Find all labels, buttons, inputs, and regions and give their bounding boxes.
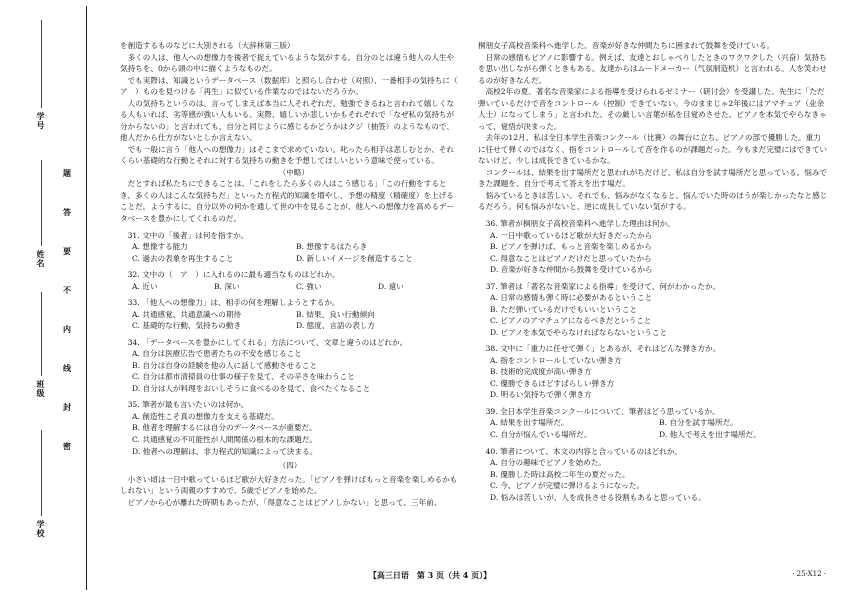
passage-paragraph: コンクールは、結果を出す場所だと思われがちだけど、私は自分を試す場所だと思っている。悩みできた課題を、自分で考えて答えを出す場だ。 <box>478 167 828 189</box>
question-37 <box>478 281 828 339</box>
option: B. 他者を理解するには自分のデータベースが重要だ。 <box>132 423 317 433</box>
seal-char: 题 <box>63 168 71 178</box>
question-stem: 34. 「データベースを豊かにしてくれる」方法について、文章と違うのはどれか。 <box>127 337 408 347</box>
option: A. 共通感覚、共通意識への期待 <box>132 309 242 319</box>
passage-paragraph: 多くの人は、他人への想像力を後者で捉えているような気がする。自分のとは違う他人の人生や気持ちを、0から頭の中に描くようなものだ。 <box>120 52 455 74</box>
question-35 <box>120 399 460 457</box>
question-stem: 33. 「他人への想像力」は、相手の何を理解しようとするか。 <box>127 298 340 308</box>
name-line <box>41 160 42 246</box>
option: A. 一日中歌っているほど歌が大好きだったから <box>490 230 653 240</box>
question-stem: 38. 文中に「重力に任せて弾く」とあるが、それはどんな弾き方か。 <box>485 344 721 354</box>
option: A. 自分の趣味でピアノを始めた。 <box>490 458 607 468</box>
option: B. 自分は自身の経験を他の人に話して感動させること <box>132 360 318 370</box>
school-line <box>41 430 42 516</box>
option: B. 結果、良い行動傾向 <box>296 309 375 319</box>
option: B. 技術的完成度が高い弾き方 <box>490 367 592 377</box>
seal-char: 要 <box>63 246 71 256</box>
seal-char: 线 <box>63 363 71 373</box>
question-stem: 37. 筆者は「著名な音楽家による指導」を受けて、何がわかったか。 <box>485 281 721 291</box>
option: A. 創造性こそ真の想像力を支える基礎だ。 <box>132 411 279 421</box>
exam-code: · 25-X12 · <box>792 570 826 578</box>
class-label: 班级 <box>36 380 46 398</box>
school-label: 学校 <box>36 520 46 538</box>
option: C. 強い <box>296 281 322 291</box>
question-stem: 35. 筆者が最も言いたいのは何か。 <box>127 400 249 410</box>
question-33 <box>120 297 460 332</box>
seal-char: 内 <box>63 324 71 334</box>
option: A. 指をコントロールしていない弾き方 <box>490 355 622 365</box>
question-stem: 32. 文中の（ ア ）に入れるのに最も適当なものはどれか。 <box>127 270 340 280</box>
student-id-line <box>41 20 42 108</box>
option: B. 深い <box>214 281 240 291</box>
option: C. 過去の表象を再生すること <box>132 253 234 263</box>
option: A. 結果を出す場所だ。 <box>490 418 569 428</box>
student-id-label: 学号 <box>36 112 46 130</box>
question-31 <box>120 230 460 265</box>
option: C. 今、ピアノが完璧に弾けるようになった。 <box>490 481 645 491</box>
passage-paragraph: 日常の感情もピアノに影響する。例えば、友達とおしゃべりしたときのワクワクした（兴奋）気持ちを思い出しながら弾くときもある。友達からはムードメーカー（气氛制造机）と言われる。人を笑わせるのが好きなんだ。 <box>478 52 827 85</box>
option: D. ピアノを本気でやらなければならないということ <box>490 327 668 337</box>
option: D. 他者への理解は、非力程式的知識によって決まる。 <box>132 446 318 456</box>
option: B. ただ弾いているだけでもいいということ <box>490 304 638 314</box>
question-stem: 39. 全日本学生音楽コンクールについて、筆者はどう思っているか。 <box>485 406 720 416</box>
question-32 <box>120 269 460 292</box>
option: C. 得意なことはピアノだけだと思っていたから <box>490 253 652 263</box>
passage-paragraph: 高校2年の夏、著名な音楽家による指導を受けられるゼミナー（研讨会）を受講した。先生に「ただ弾いているだけで音をコントロール（控制）できていない。今のままじゃ2年後にはアマチュア（业余人士）になってしまう」と言われた。その厳しい言葉が私を目覚めさせた。ピアノを本気でやらなきゃって、覚悟が決まった。 <box>478 87 827 131</box>
option: B. 想像するはたらき <box>296 242 368 252</box>
seal-char: 答 <box>63 207 71 217</box>
passage-paragraph: 去年の12月、私は全日本学生音楽コンクール（比赛）の舞台に立ち、ピアノの部で優勝した。重力に任せて弾くのではなく、指をコントロールして音を作るのが課題だった。今もまだ完璧にはできていないけど、少しは成長できているかな。 <box>478 133 828 166</box>
question-36 <box>478 218 828 276</box>
option: D. 音楽が好きな仲間から鼓舞を受けているから <box>490 265 653 275</box>
option: B. ピアノを弾けば、もっと音楽を楽しめるから <box>490 242 652 252</box>
name-label: 姓名 <box>36 250 46 268</box>
passage-paragraph: 悩みているときは苦しい。それでも、悩みがなくなると、悩んでいた時のほうが楽しかったなと感じるだろう。何も悩みがないと、逆に成長していない気がする。 <box>478 190 828 212</box>
seal-line-text <box>60 168 74 452</box>
option: D. 明るい気持ちで弾く弾き方 <box>490 390 592 400</box>
seal-char: 不 <box>63 285 71 295</box>
binding-margin <box>0 0 92 595</box>
left-column <box>120 40 466 508</box>
option: D. 遠い <box>378 281 404 291</box>
option: C. ピアノのアマチュアになるべきだということ <box>490 316 652 326</box>
question-40 <box>478 446 828 504</box>
omission-note: （中略） <box>278 167 309 177</box>
option: C. 自分は都市清掃員の仕事の様子を見て、その辛さを味わうこと <box>132 372 355 382</box>
option: D. 他人で考えを出す場所だ。 <box>659 430 761 439</box>
question-34 <box>120 337 460 395</box>
passage-paragraph: でも実際は、知識というデータベース（数据库）と照らし合わせ（对照）、一番相手の気持ちに（ ア ）ものを見つける「再生」に似ている作業なのではないだろうか。 <box>120 75 466 97</box>
option: C. 共通感覚の不可能性が人間関係の根本的な課題だ。 <box>132 435 318 444</box>
question-stem: 31. 文中の「後者」は何を指すか。 <box>127 230 249 240</box>
question-stem: 40. 筆者について、本文の内容と合っているのはどれか。 <box>485 446 683 456</box>
option: A. 自分は医療広告で患者たちの不安を感じること <box>132 349 302 359</box>
option: D. 悩みは苦しいが、人を成長させる役割もあると思っている。 <box>490 492 706 502</box>
option: A. 日常の感情も弾く時に必要があるということ <box>490 293 653 303</box>
passage-paragraph: ピアノから心が離れた時期もあったが、「得意なことはピアノしかない」と思って、三年前、 <box>127 497 442 507</box>
question-38 <box>478 343 828 401</box>
option: B. 自分を試す場所だ。 <box>659 418 738 428</box>
option: D. 新しいイメージを創造すること <box>296 253 413 263</box>
option: D. 自分は人が料理をおいしそうに食べるのを見て、食べたくなること <box>132 383 371 393</box>
option: D. 態度、言語の表し方 <box>296 321 375 331</box>
option: C. 優勝できるほどすばらしい弾き方 <box>490 378 615 388</box>
page-footer: 【高三日语 第 3 页（共 4 页）】 <box>368 570 492 580</box>
seal-char: 密 <box>63 441 71 451</box>
passage-paragraph: だとすれば私たちにできることは、「これをしたら多くの人はこう感じる」「この行動をするとき、多くの人はこんな気持ちだ」といった方程式的知識を増やし、予想の精度（精確度）を上げることだ。ようするに、自分以外の何かを通して世の中を見ることが、他人への想像力を高めるデータベースを豊かにしてくれるのだ。 <box>120 179 455 223</box>
binding-line <box>86 6 87 590</box>
class-line <box>41 292 42 376</box>
option: C. 自分が悩んでいる場所だ。 <box>490 430 592 439</box>
question-stem: 36. 筆者が桐朋女子高校音楽科へ進学した理由は何か。 <box>485 218 675 228</box>
option: C. 基礎的な行動、気持ちの動き <box>132 321 242 331</box>
option: A. 想像する能力 <box>132 242 188 252</box>
seal-char: 封 <box>63 402 71 412</box>
passage-paragraph: 人の気持ちというのは、言ってしまえば本当に人それぞれだ。勉強できるねと言われて嬉しくなる人もいれば、劣等感が強い人もいる。実際、嬉しいか悲しいかもそれぞれで「なぜ私の気持ちが分からないの」と言われても、自分と同じように感じるかどうかはクジ（抽签）のようなもので、他人だから仕方がないとしか言えない。 <box>120 98 455 143</box>
question-39 <box>478 406 828 441</box>
passage-paragraph: 小さい頃は一日中歌っているほど歌が大好きだった。「ピアノを弾けばもっと音楽を楽しめるかもしれない」という両親のすすめで、5歳でピアノを始めた。 <box>120 474 458 496</box>
passage-paragraph: 桐朋女子高校音楽科へ進学した。音楽が好きな仲間たちに囲まれて鼓舞を受けている。 <box>478 41 775 50</box>
right-column <box>478 40 828 503</box>
option: B. 優勝した時は高校二年生の夏だった。 <box>490 469 630 479</box>
option: A. 近い <box>132 281 158 291</box>
passage-paragraph: でも一般に言う「他人への想像力」はそこまで求めていない。叱ったら相手は悲しむとか、それくらい基礎的な行動とそれに対する気持ちの動きを予想してほしいという意味で使っている。 <box>120 144 455 166</box>
passage-paragraph: を創造するものなどに大別される（大辞林第三版） <box>120 41 295 50</box>
section-title: （四） <box>278 461 302 471</box>
